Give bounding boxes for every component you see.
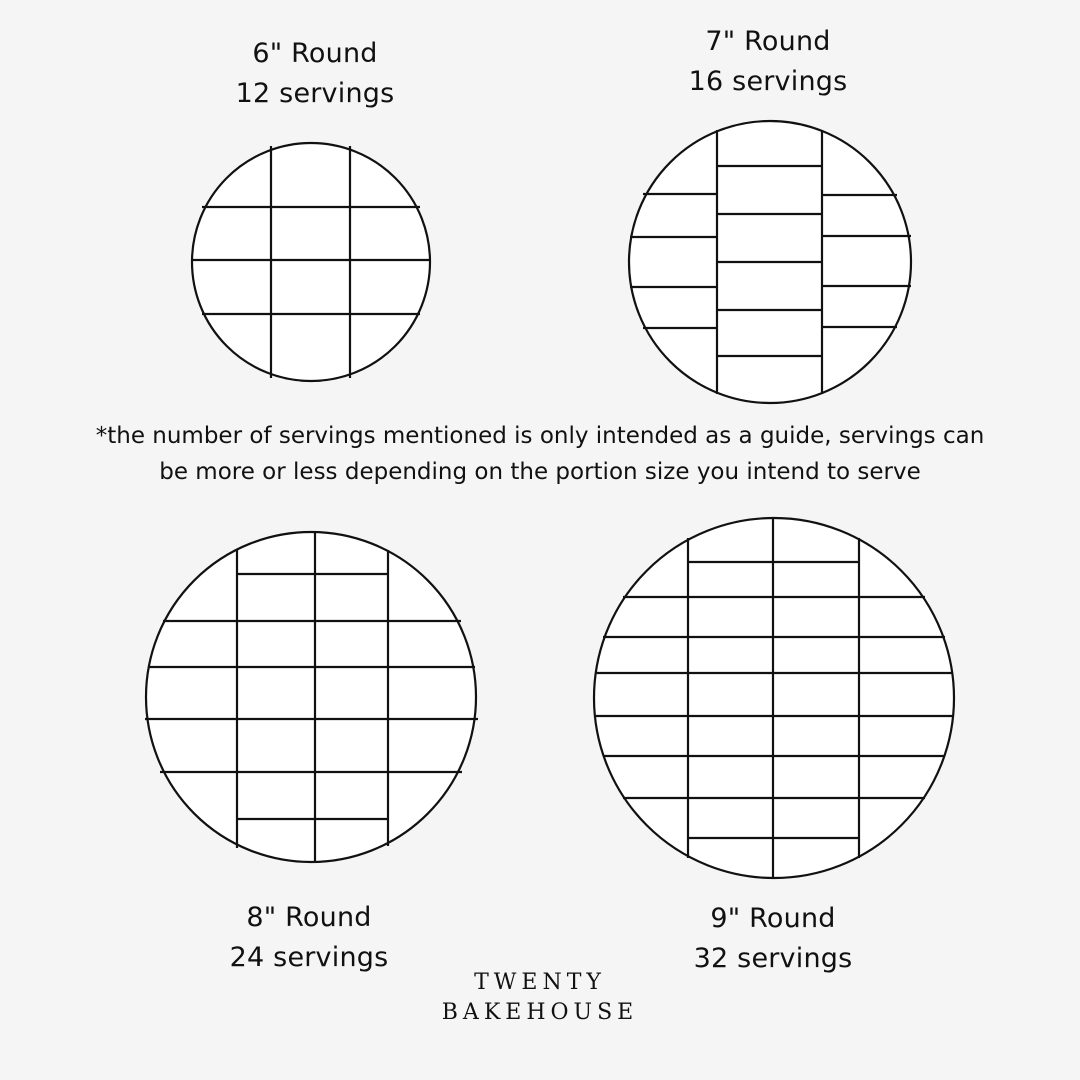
- cake-6-size: 6" Round: [252, 38, 378, 69]
- cake-9-cut-pattern: [594, 518, 954, 878]
- cake-8-size: 8" Round: [246, 902, 372, 933]
- brand-logo: [380, 968, 700, 1028]
- brand-line-2: BAKEHOUSE: [441, 1000, 639, 1025]
- cake-9-servings: 32 servings: [693, 943, 853, 974]
- cake-8-servings: 24 servings: [229, 942, 389, 973]
- cake-9-label: [618, 899, 928, 979]
- disclaimer-line-2: be more or less depending on the portion size you intend to serve: [159, 459, 921, 485]
- cake-6-servings: 12 servings: [235, 78, 395, 109]
- cake-9-size: 9" Round: [710, 903, 836, 934]
- brand-line-1: TWENTY: [474, 970, 606, 995]
- disclaimer-line-1: *the number of servings mentioned is only intended as a guide, servings can: [95, 423, 985, 449]
- cake-7-servings: 16 servings: [688, 66, 848, 97]
- cake-7-size: 7" Round: [705, 26, 831, 57]
